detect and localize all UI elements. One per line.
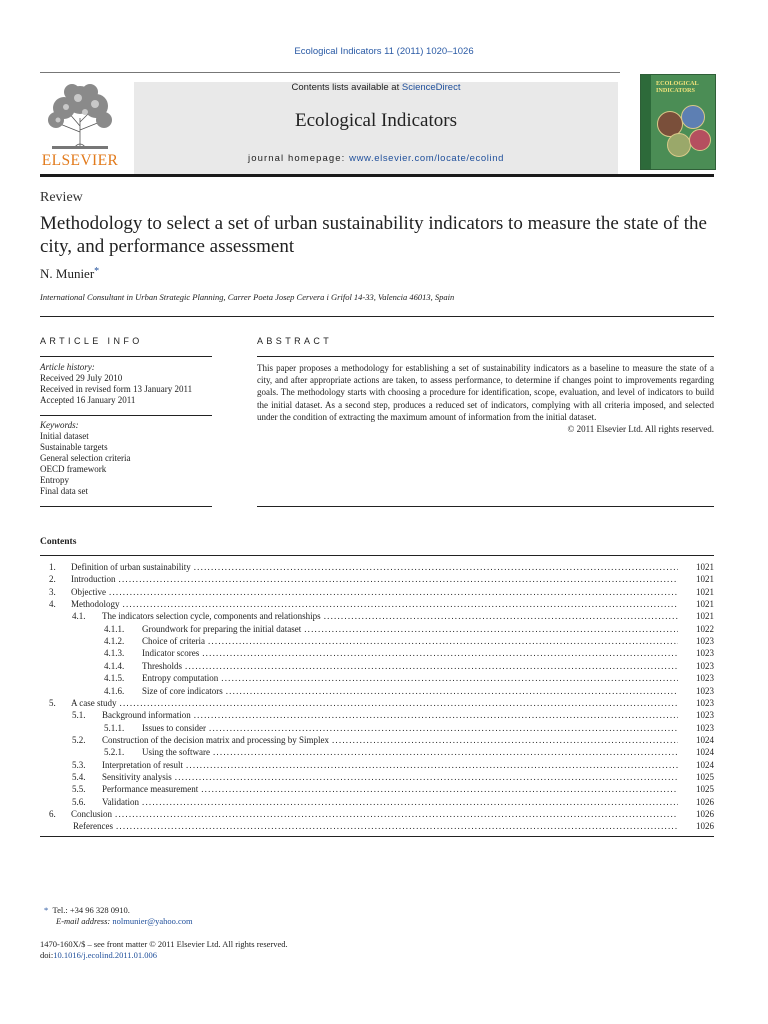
toc-entry-page: 1023 [696, 648, 714, 659]
toc-entry-page: 1023 [696, 660, 714, 671]
toc-entry-title-leader [71, 561, 678, 573]
toc-entry-title: Conclusion [71, 809, 113, 819]
toc-entry-title: Performance measurement [102, 784, 199, 795]
author-footnote-mark[interactable]: * [94, 266, 100, 277]
toc-entry-number: 5.2.1. [104, 747, 125, 758]
article-type: Review [40, 190, 83, 205]
toc-entry-page: 1023 [696, 673, 714, 684]
toc-entry-title: Interpretation of result [102, 759, 183, 770]
homepage-link[interactable]: www.elsevier.com/locate/ecolind [349, 153, 504, 164]
toc-entry-title: Sensitivity analysis [102, 771, 172, 782]
abstract-rule [257, 356, 714, 357]
toc-entry-page: 1024 [696, 747, 714, 758]
toc-entry-number: 4.1.5. [104, 673, 125, 684]
toc-dot-leader [226, 685, 678, 697]
toc-entry-title: Issues to consider [142, 722, 206, 733]
toc-entry-title-leader [71, 598, 678, 610]
toc-dot-leader [194, 709, 678, 721]
toc-dot-leader [185, 660, 678, 672]
toc-entry[interactable] [40, 746, 714, 758]
article-info-rule [40, 356, 212, 357]
abstract-heading: ABSTRACT [257, 336, 333, 346]
toc-entry[interactable] [40, 808, 714, 820]
toc-entry-page: 1021 [696, 611, 714, 622]
homepage-prefix: journal homepage: [248, 153, 350, 164]
toc-entry-number: 1. [49, 562, 56, 572]
toc-entry[interactable] [40, 820, 714, 832]
toc-entry-title: Introduction [71, 574, 116, 585]
toc-entry-number: 4.1.2. [104, 636, 125, 647]
toc-entry-title: The indicators selection cycle, components and relationships [102, 611, 321, 622]
toc-entry-number: 4. [49, 599, 56, 610]
toc-entry-title-leader [102, 709, 678, 721]
cover-photo-circle [681, 105, 705, 129]
toc-entry-title-leader [102, 771, 678, 783]
toc-entry[interactable] [40, 672, 714, 684]
toc-entry[interactable] [40, 783, 714, 795]
elsevier-wordmark: ELSEVIER [41, 152, 119, 169]
keyword-item: Entropy [40, 475, 69, 485]
toc-entry[interactable] [40, 709, 714, 721]
toc-entry-title-leader [142, 660, 678, 672]
toc-dot-leader [119, 573, 679, 585]
keyword-item: OECD framework [40, 464, 107, 474]
author-footnote [44, 905, 130, 916]
author-line [40, 266, 99, 282]
keywords-block [40, 420, 212, 497]
keyword-item: Final data set [40, 486, 88, 496]
toc-entry-page: 1021 [696, 599, 714, 610]
toc-entry[interactable] [40, 734, 714, 746]
toc-entry[interactable] [40, 722, 714, 734]
toc-dot-leader [201, 783, 678, 795]
author-email-footnote [56, 916, 193, 927]
toc-entry-title-leader [142, 722, 678, 734]
history-item: Received 29 July 2010 [40, 373, 123, 383]
toc-entry-page: 1021 [696, 586, 714, 597]
front-matter-notice: 1470-160X/$ – see front matter © 2011 Elsevier Ltd. All rights reserved. [40, 939, 288, 949]
toc-dot-leader [186, 759, 678, 771]
contents-available-prefix: Contents lists available at [291, 82, 402, 93]
toc-entry-number: 5.2. [72, 734, 86, 745]
email-label: E-mail address: [56, 916, 111, 926]
toc-entry-title-leader [102, 796, 678, 808]
toc-entry-title-leader [142, 635, 678, 647]
toc-dot-leader [209, 722, 678, 734]
article-info-rule [40, 415, 212, 416]
toc-entry-page: 1025 [696, 771, 714, 782]
history-item: Received in revised form 13 January 2011 [40, 384, 193, 394]
toc-entry-page: 1024 [696, 734, 714, 745]
toc-entry-page: 1026 [696, 821, 714, 832]
sciencedirect-link[interactable]: ScienceDirect [401, 82, 461, 93]
email-link[interactable]: nolmunier@yahoo.com [112, 916, 193, 926]
toc-entry-title-leader [73, 820, 678, 832]
toc-entry-page: 1023 [696, 710, 714, 721]
cover-photo-circle [667, 133, 691, 157]
article-title: Methodology to select a set of urban sustainability indicators to measure the state of the city, and performance assessment [40, 213, 707, 257]
toc-entry-page: 1023 [696, 697, 714, 708]
toc-entry-title: Indicator scores [142, 648, 200, 659]
toc-entry-title-leader [142, 672, 678, 684]
abstract-body [257, 362, 714, 435]
header-top-rule [40, 72, 620, 73]
affiliation-rule [40, 316, 714, 317]
toc-entry-title: Background information [102, 710, 191, 721]
toc-entry-title: Methodology [71, 599, 120, 610]
history-item: Accepted 16 January 2011 [40, 395, 136, 405]
toc-entry-title-leader [102, 783, 678, 795]
toc-entry-title: Choice of criteria [142, 636, 205, 647]
toc-entry-number: 5.6. [72, 796, 86, 807]
toc-entry-title-leader [71, 586, 678, 598]
doi-line [40, 950, 157, 961]
toc-dot-leader [304, 623, 678, 635]
toc-entry-title: Definition of urban sustainability [71, 562, 191, 572]
toc-entry[interactable] [40, 635, 714, 647]
toc-entry-number: 4.1.3. [104, 648, 125, 659]
toc-entry-number: 5. [49, 697, 56, 708]
doi-link[interactable]: 10.1016/j.ecolind.2011.01.006 [53, 950, 158, 960]
toc-dot-leader [109, 586, 678, 598]
contents-heading: Contents [40, 537, 77, 547]
toc-entry[interactable] [40, 685, 714, 697]
toc-entry-title-leader [102, 734, 678, 746]
toc-entry-page: 1024 [696, 759, 714, 770]
toc-dot-leader [123, 598, 679, 610]
journal-homepage-line [134, 153, 618, 164]
toc-entry-title-leader [71, 808, 678, 820]
author-affiliation: International Consultant in Urban Strategic Planning, Carrer Poeta Josep Cervera i Grifol 14-33, Valencia 46013, Spain [40, 292, 455, 302]
toc-entry-page: 1023 [696, 722, 714, 733]
toc-entry-number: 3. [49, 586, 56, 597]
toc-dot-leader [202, 647, 678, 659]
toc-entry-number: 4.1.1. [104, 623, 125, 634]
journal-title: Ecological Indicators [295, 110, 457, 131]
toc-entry-number: 6. [49, 809, 56, 819]
toc-entry-number: 5.5. [72, 784, 86, 795]
article-info-heading: ARTICLE INFO [40, 336, 143, 346]
toc-entry-title: Groundwork for preparing the initial dataset [142, 623, 302, 634]
journal-reference[interactable]: Ecological Indicators 11 (2011) 1020–1026 [294, 46, 474, 57]
toc-entry-number: 5.4. [72, 771, 86, 782]
toc-entry-title-leader [71, 573, 678, 585]
toc-entry[interactable] [40, 796, 714, 808]
toc-entry-title-leader [142, 623, 678, 635]
contents-available-line [134, 82, 618, 93]
toc-dot-leader [175, 771, 678, 783]
toc-entry[interactable] [40, 598, 714, 610]
toc-entry-title: Objective [71, 586, 106, 597]
toc-dot-leader [332, 734, 678, 746]
toc-entry-number: 2. [49, 574, 56, 585]
author-name[interactable]: N. Munier [40, 266, 95, 281]
toc-dot-leader [115, 808, 678, 820]
keyword-item: Sustainable targets [40, 442, 108, 452]
toc-entry-page: 1023 [696, 636, 714, 647]
toc-entry-page: 1022 [696, 623, 714, 634]
article-info-rule [40, 506, 212, 507]
toc-dot-leader [142, 796, 678, 808]
toc-entry-title-leader [142, 685, 678, 697]
toc-entry-title: Construction of the decision matrix and processing by Simplex [102, 734, 329, 745]
header-bottom-rule [40, 174, 714, 177]
toc-entry-page: 1025 [696, 784, 714, 795]
toc-dot-leader [116, 820, 678, 832]
toc-entry-title-leader [102, 759, 678, 771]
abstract-copyright: © 2011 Elsevier Ltd. All rights reserved. [567, 424, 714, 435]
contents-bottom-rule [40, 836, 714, 837]
toc-entry[interactable] [40, 561, 714, 573]
toc-entry-title-leader [102, 610, 678, 622]
toc-entry[interactable] [40, 573, 714, 585]
toc-entry-number: 5.1. [72, 710, 86, 721]
toc-entry[interactable] [40, 660, 714, 672]
toc-entry-title: Size of core indicators [142, 685, 223, 696]
toc-dot-leader [194, 561, 678, 573]
toc-entry-number: 4.1. [72, 611, 86, 622]
toc-entry[interactable] [40, 623, 714, 635]
footnote-telephone: Tel.: +34 96 328 0910. [52, 905, 130, 915]
toc-entry-title-leader [142, 746, 678, 758]
toc-entry-title-leader [71, 697, 678, 709]
toc-entry-number: 5.3. [72, 759, 86, 770]
toc-entry-page: 1021 [696, 562, 714, 572]
toc-entry[interactable] [40, 586, 714, 598]
toc-entry-number: 4.1.6. [104, 685, 125, 696]
cover-title: ECOLOGICAL INDICATORS [656, 80, 699, 94]
toc-entry[interactable] [40, 647, 714, 659]
toc-entry-title: Using the software [142, 747, 210, 758]
abstract-text: This paper proposes a methodology for establishing a set of sustainability indicators as a baseline to measure the state of a city, and after appropriate actions are taken, to assess performance, to determine if changes point to improvements regarding goals. The methodology starts with choosing a procedure for identification, scope, evaluation, and level of indicators to build the initial dataset. As a second step, produces a reduced set of indicators, complying with all criteria imposed, and selected under the condition of extracting the maximum amount of information from the initial dataset. [257, 363, 714, 422]
keyword-item: Initial dataset [40, 431, 89, 441]
toc-dot-leader [120, 697, 679, 709]
toc-dot-leader [213, 746, 678, 758]
toc-dot-leader [221, 672, 678, 684]
toc-entry[interactable] [40, 610, 714, 622]
toc-entry-page: 1026 [696, 796, 714, 807]
article-history-label: Article history: [40, 362, 95, 372]
cover-spine [641, 75, 651, 169]
toc-entry-page: 1021 [696, 574, 714, 585]
article-history [40, 362, 212, 406]
doi-prefix: doi: [40, 950, 54, 960]
keyword-item: General selection criteria [40, 453, 131, 463]
toc-entry[interactable] [40, 759, 714, 771]
journal-cover-image[interactable] [640, 74, 716, 170]
contents-top-rule [40, 555, 714, 556]
toc-entry-title: Thresholds [142, 660, 182, 671]
toc-entry-title-leader [142, 647, 678, 659]
toc-entry-number: 5.1.1. [104, 722, 125, 733]
toc-entry-title: A case study [71, 697, 117, 708]
toc-entry-page: 1026 [696, 809, 714, 819]
cover-photo-circle [689, 129, 711, 151]
toc-entry-number: 4.1.4. [104, 660, 125, 671]
keywords-label: Keywords: [40, 420, 79, 430]
toc-dot-leader [324, 610, 678, 622]
abstract-rule [257, 506, 714, 507]
footnote-mark[interactable]: * [44, 905, 49, 915]
toc-entry-page: 1023 [696, 685, 714, 696]
toc-entry[interactable] [40, 771, 714, 783]
toc-entry-title: Validation [102, 796, 139, 807]
toc-entry[interactable] [40, 697, 714, 709]
toc-dot-leader [208, 635, 678, 647]
toc-entry-title: References [73, 821, 113, 832]
toc-entry-title: Entropy computation [142, 673, 219, 684]
